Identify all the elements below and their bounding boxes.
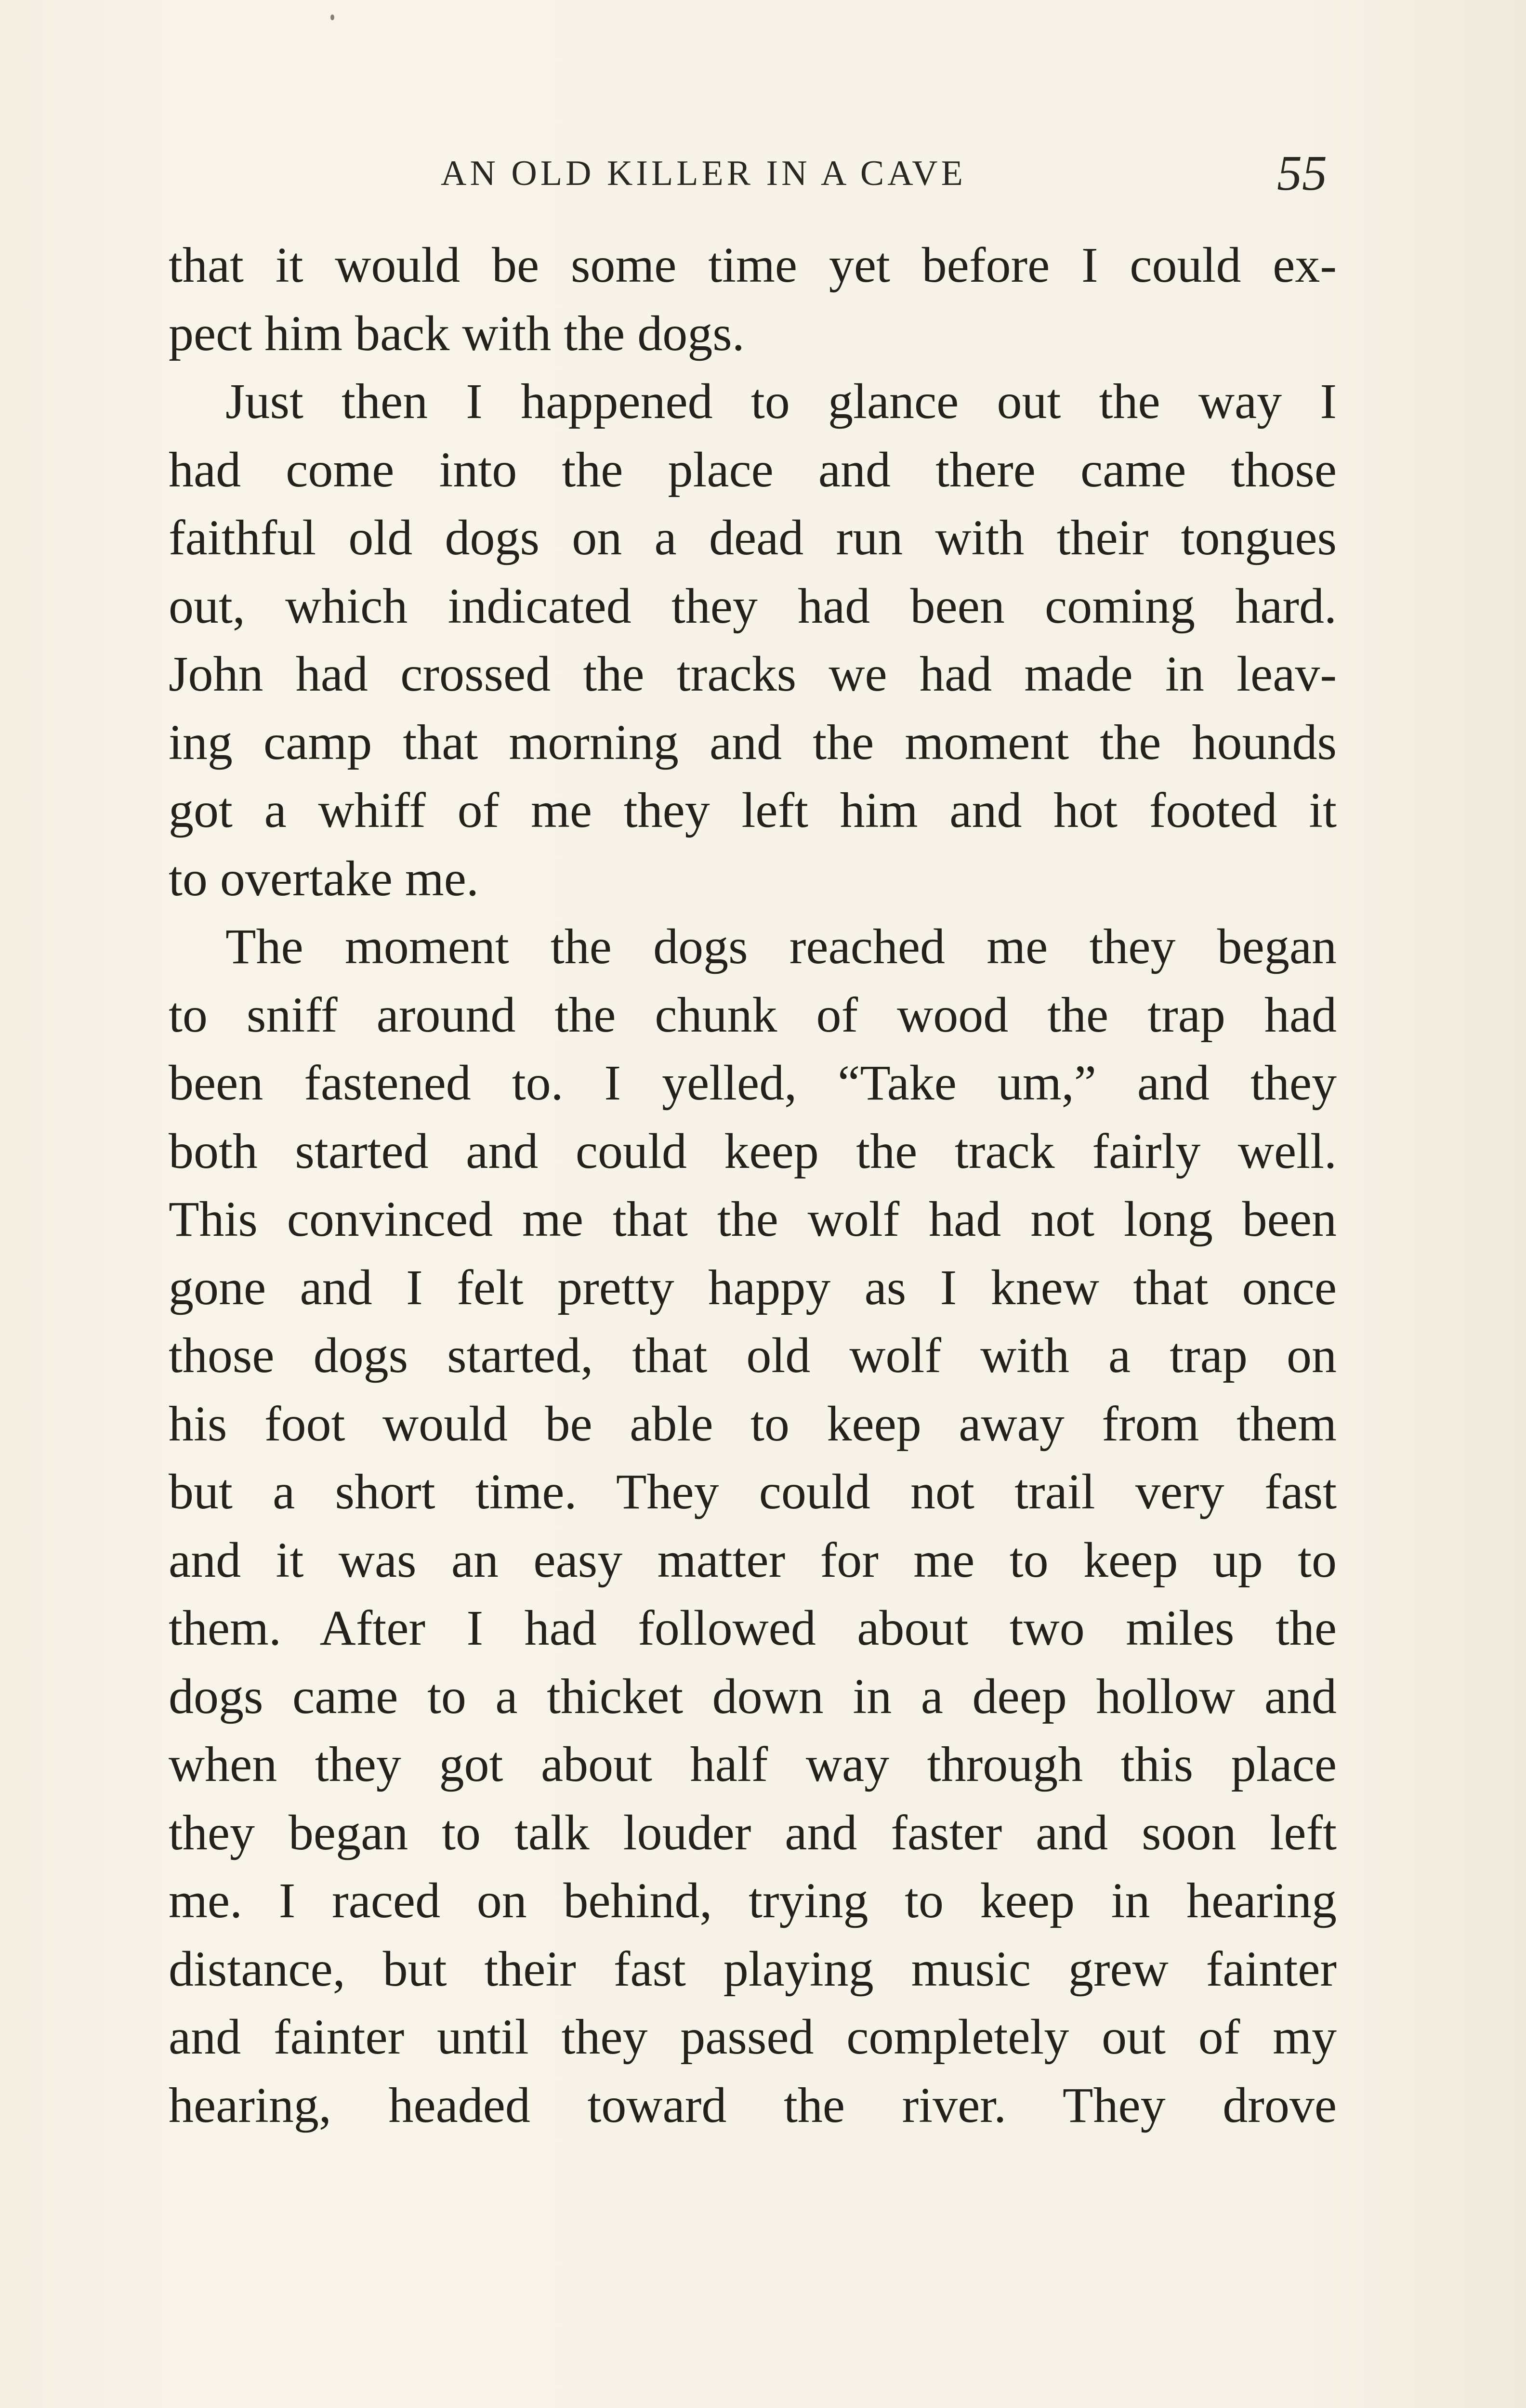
text-line: dogs came to a thicket down in a deep hollow and (169, 1668, 1337, 1724)
text-line: pect him back with the dogs. (169, 305, 745, 361)
text-line: got a whiff of me they left him and hot footed it (169, 783, 1337, 838)
text-line: distance, but their fast playing music grew fainter (169, 1941, 1337, 1997)
text-line: that it would be some time yet before I could ex- (169, 237, 1337, 293)
text-line: but a short time. They could not trail very fast (169, 1464, 1337, 1519)
running-head (171, 144, 1327, 202)
text-line: to sniff around the chunk of wood the trap had (169, 987, 1337, 1043)
text-line: been fastened to. I yelled, “Take um,” and they (169, 1055, 1337, 1111)
text-line: faithful old dogs on a dead run with their tongues (169, 510, 1337, 565)
text-line: out, which indicated they had been coming hard. (169, 578, 1337, 634)
text-line: John had crossed the tracks we had made in leav- (169, 646, 1337, 702)
text-line: me. I raced on behind, trying to keep in hearing (169, 1873, 1337, 1928)
text-line: they began to talk louder and faster and soon left (169, 1805, 1337, 1860)
paper-speck (330, 14, 334, 20)
text-line: had come into the place and there came those (169, 442, 1337, 497)
text-line: those dogs started, that old wolf with a trap on (169, 1328, 1337, 1383)
text-line: and fainter until they passed completely out of my (169, 2009, 1337, 2065)
text-line: Just then I happened to glance out the way I (225, 374, 1337, 429)
text-line: The moment the dogs reached me they began (225, 919, 1337, 974)
text-line: and it was an easy matter for me to keep up to (169, 1532, 1337, 1588)
text-line: ing camp that morning and the moment the hounds (169, 714, 1337, 770)
text-line: This convinced me that the wolf had not long been (169, 1191, 1337, 1247)
text-line: both started and could keep the track fairly well. (169, 1123, 1337, 1179)
text-line: gone and I felt pretty happy as I knew that once (169, 1259, 1337, 1315)
page-number: 55 (1277, 145, 1327, 201)
running-title: AN OLD KILLER IN A CAVE (441, 154, 966, 193)
text-line: them. After I had followed about two miles the (169, 1600, 1337, 1656)
text-line: when they got about half way through this place (169, 1737, 1337, 1792)
body-text (169, 231, 1337, 2139)
text-line: to overtake me. (169, 851, 479, 906)
text-line: hearing, headed toward the river. They drove (169, 2077, 1337, 2133)
text-line: his foot would be able to keep away from them (169, 1396, 1337, 1452)
